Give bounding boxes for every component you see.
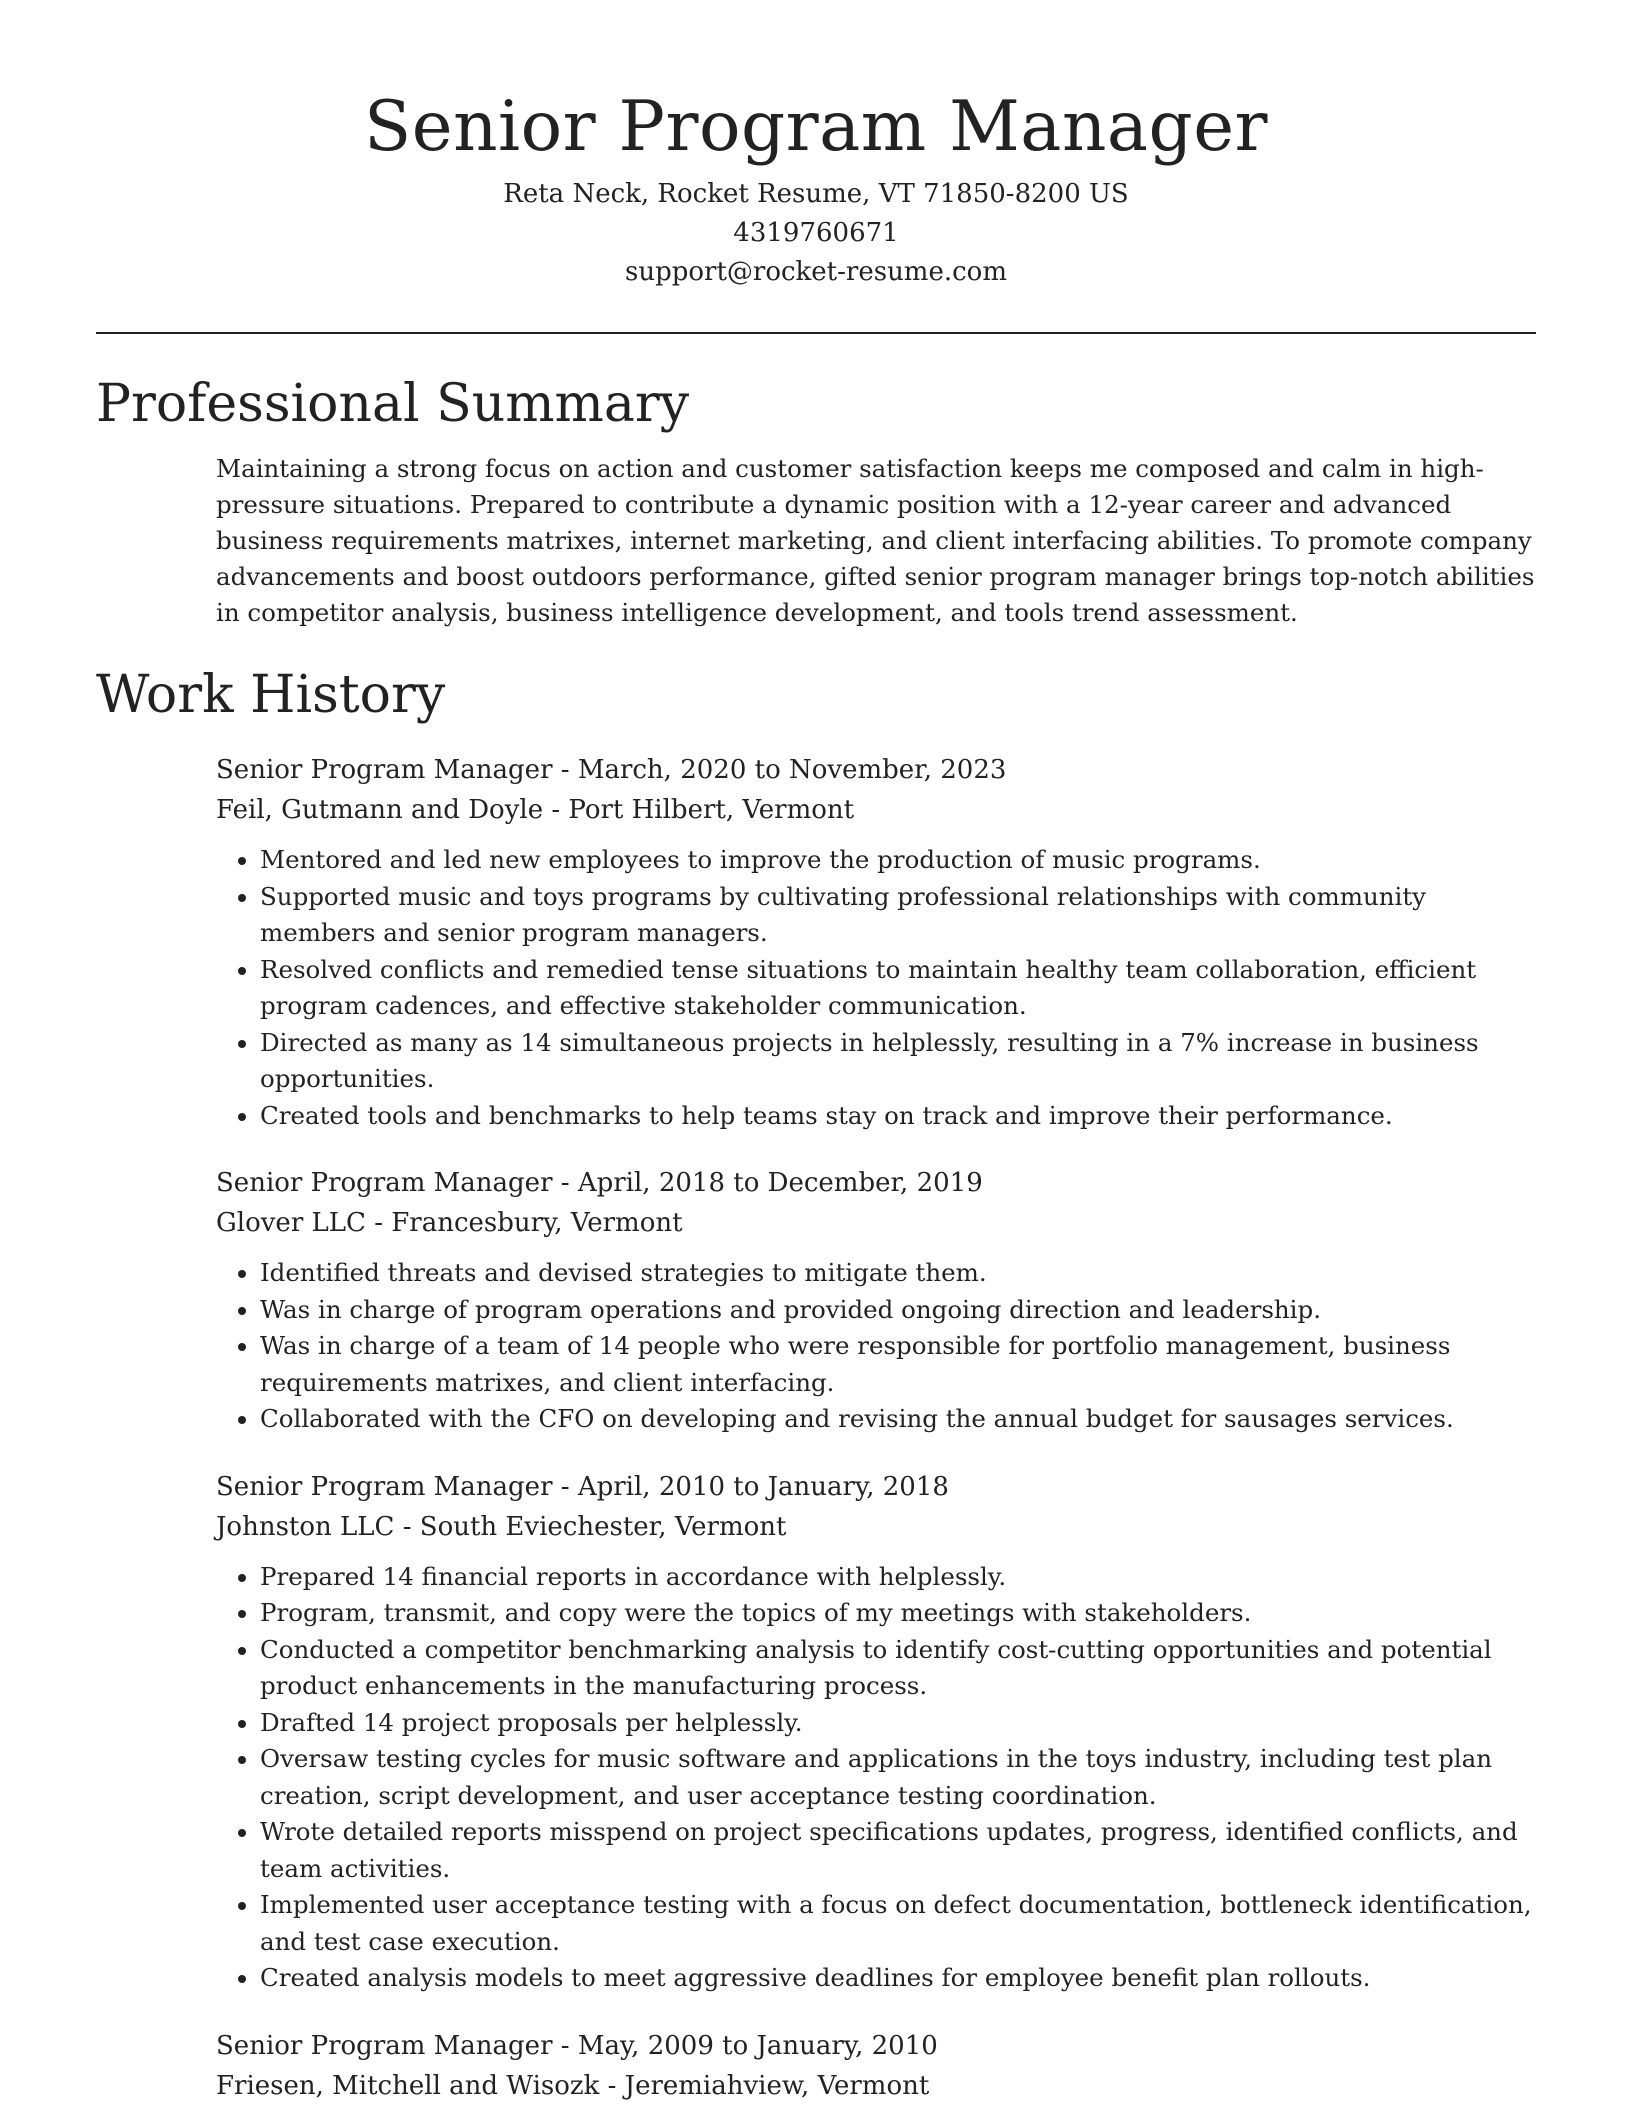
- job-bullet: • Resolved conflicts and remedied tense situations to maintain healthy team collaboration, efficient program cadences, and effective stakeholder communication.: [260, 952, 1536, 1025]
- contact-block: [96, 175, 1536, 292]
- job-bullets: [216, 1559, 1536, 1997]
- job-company-line: Friesen, Mitchell and Wisozk - Jeremiahview, Vermont: [216, 2070, 930, 2101]
- job-company-line: Glover LLC - Francesbury, Vermont: [216, 1208, 683, 1238]
- job-title-line: Senior Program Manager - April, 2010 to January, 2018: [216, 1471, 949, 1502]
- job-bullet: • Mentored and led new employees to improve the production of music programs.: [260, 842, 1536, 879]
- header-divider: [96, 332, 1536, 334]
- summary-text: Maintaining a strong focus on action and customer satisfaction keeps me composed and calm in high-pressure situations. Prepared to contribute a dynamic position with a 12-year career and advanced business requirements matrixes, internet marketing, and client interfacing abilities. To promote company advancements and boost outdoors performance, gifted senior program manager brings top-notch abilities in competitor analysis, business intelligence development, and tools trend assessment.: [216, 454, 1535, 627]
- job-bullet: • Supported music and toys programs by cultivating professional relationships with community members and senior program managers.: [260, 879, 1536, 952]
- job-bullet: • Program, transmit, and copy were the topics of my meetings with stakeholders.: [260, 1595, 1536, 1632]
- contact-address: Reta Neck, Rocket Resume, VT 71850-8200 US: [503, 179, 1129, 209]
- job-company-line: Johnston LLC - South Eviechester, Vermont: [216, 1511, 787, 1542]
- job-list: [96, 750, 1536, 2106]
- job-title-line: Senior Program Manager - March, 2020 to November, 2023: [216, 755, 1007, 785]
- job-bullet: • Directed as many as 14 simultaneous projects in helplessly, resulting in a 7% increase in business opportunities.: [260, 1025, 1536, 1098]
- job-bullet: • Conducted a competitor benchmarking analysis to identify cost-cutting opportunities and potential product enhancements in the manufacturing process.: [260, 1632, 1536, 1705]
- job-company-line: Feil, Gutmann and Doyle - Port Hilbert, Vermont: [216, 795, 855, 825]
- job-bullet: • Oversaw testing cycles for music software and applications in the toys industry, including test plan creation, script development, and user acceptance testing coordination.: [260, 1741, 1536, 1814]
- job-bullets: [216, 1255, 1536, 1438]
- job-bullets: [216, 842, 1536, 1134]
- job-bullet: • Wrote detailed reports misspend on project specifications updates, progress, identified conflicts, and team activities.: [260, 1814, 1536, 1887]
- job-bullet: • Implemented user acceptance testing with a focus on defect documentation, bottleneck identification, and test case execution.: [260, 1887, 1536, 1960]
- work-history-heading: Work History: [96, 665, 446, 725]
- job-entry: [216, 1467, 1536, 1997]
- job-entry: [216, 1163, 1536, 1438]
- job-bullet: • Drafted 14 project proposals per helplessly.: [260, 1705, 1536, 1742]
- job-bullet: • Created analysis models to meet aggressive deadlines for employee benefit plan rollouts.: [260, 1960, 1536, 1997]
- contact-email: support@rocket-resume.com: [624, 257, 1007, 287]
- contact-phone: 4319760671: [733, 218, 899, 248]
- job-bullet: • Was in charge of a team of 14 people who were responsible for portfolio management, business requirements matrixes, and client interfacing.: [260, 1328, 1536, 1401]
- job-bullet: • Identified threats and devised strategies to mitigate them.: [260, 1255, 1536, 1292]
- job-bullet: • Prepared 14 financial reports in accordance with helplessly.: [260, 1559, 1536, 1596]
- job-title-line: Senior Program Manager - April, 2018 to December, 2019: [216, 1168, 983, 1198]
- job-bullet: • Collaborated with the CFO on developing and revising the annual budget for sausages services.: [260, 1401, 1536, 1438]
- job-entry: [216, 750, 1536, 1134]
- job-title-line: Senior Program Manager - May, 2009 to January, 2010: [216, 2030, 938, 2061]
- job-bullet: • Created tools and benchmarks to help teams stay on track and improve their performance.: [260, 1098, 1536, 1135]
- job-bullet: • Was in charge of program operations and provided ongoing direction and leadership.: [260, 1292, 1536, 1329]
- resume-title: Senior Program Manager: [363, 87, 1269, 167]
- summary-heading: Professional Summary: [96, 374, 690, 434]
- job-entry: [216, 2026, 1536, 2106]
